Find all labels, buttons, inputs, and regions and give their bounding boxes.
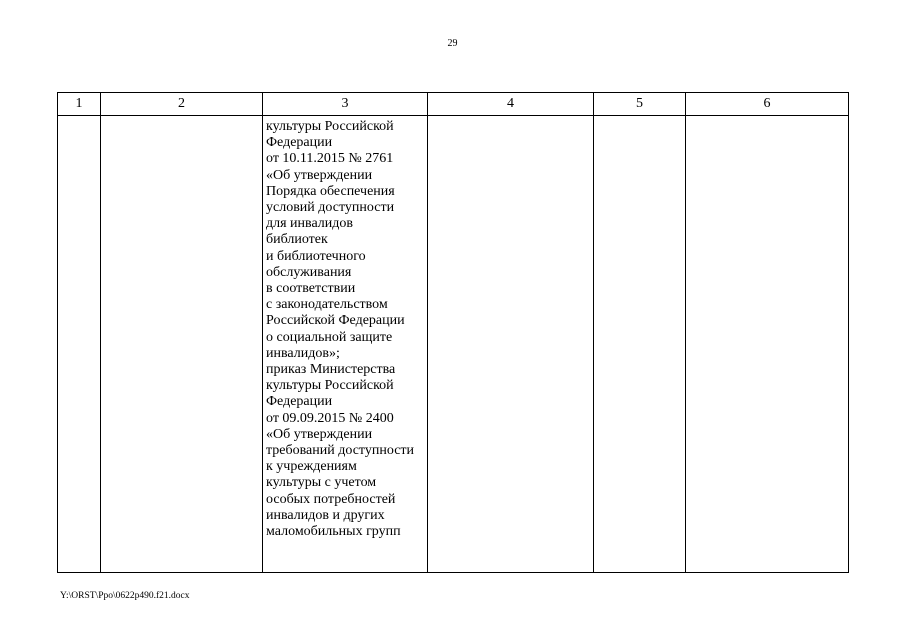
text-line: Федерации [266, 135, 333, 151]
document-table [57, 92, 849, 573]
cell-col-3 [263, 116, 428, 573]
cell-col-5 [594, 116, 686, 573]
text-line: культуры Российской [266, 378, 394, 394]
text-line: условий доступности [266, 200, 395, 216]
text-line: инвалидов»; [266, 345, 340, 361]
header-cell-2: 2 [101, 93, 263, 116]
table-header-row [58, 93, 849, 116]
header-cell-1: 1 [58, 93, 101, 116]
text-line: для инвалидов [266, 216, 354, 232]
text-line: культуры Российской [266, 119, 394, 134]
text-line: в соответствии [266, 281, 356, 297]
text-line: Порядка обеспечения [266, 183, 395, 199]
text-line: «Об утверждении [266, 426, 373, 442]
text-line: библиотек [266, 232, 328, 248]
text-line: инвалидов и других [266, 507, 385, 523]
text-line: с законодательством [266, 297, 388, 313]
text-line: культуры с учетом [266, 475, 377, 491]
text-line: Российской Федерации [266, 313, 405, 329]
text-line: приказ Министерства [266, 362, 396, 378]
header-cell-5: 5 [594, 93, 686, 116]
cell-col-4 [428, 116, 594, 573]
text-line: о социальной защите [266, 329, 393, 345]
cell-col-1 [58, 116, 101, 573]
text-line: требований доступности [266, 443, 415, 459]
text-line: от 10.11.2015 № 2761 [266, 151, 394, 167]
footer-file-path: Y:\ORST\Ppo\0622p490.f21.docx [60, 591, 190, 601]
page-number: 29 [447, 38, 458, 49]
text-line: от 09.09.2015 № 2400 [266, 410, 394, 426]
text-line: Федерации [266, 394, 333, 410]
cell-col-3-text [263, 116, 427, 540]
header-cell-3: 3 [263, 93, 428, 116]
cell-col-2 [101, 116, 263, 573]
text-line: маломобильных групп [266, 524, 401, 540]
text-line: «Об утверждении [266, 167, 373, 183]
header-cell-4: 4 [428, 93, 594, 116]
cell-col-6 [686, 116, 849, 573]
text-line: особых потребностей [266, 491, 396, 507]
header-cell-6: 6 [686, 93, 849, 116]
text-line: к учреждениям [266, 459, 357, 475]
text-line: обслуживания [266, 264, 352, 280]
text-line: и библиотечного [266, 248, 366, 264]
table-row [58, 116, 849, 573]
